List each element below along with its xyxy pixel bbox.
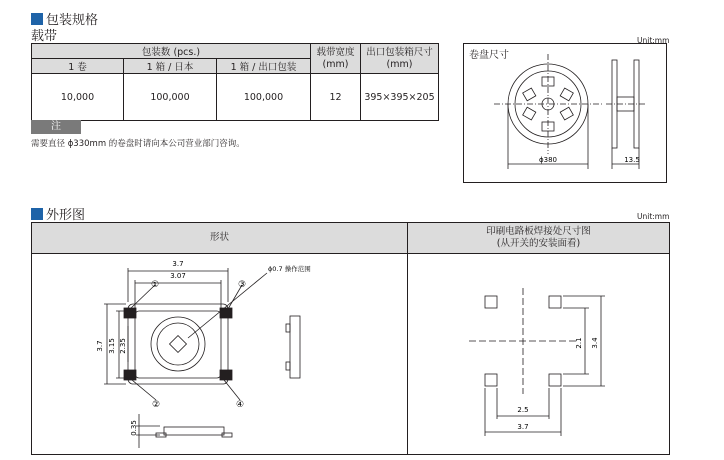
pad-bottom-left: [485, 374, 497, 386]
outline-box: [31, 222, 670, 455]
val-reel: 10,000: [32, 74, 124, 121]
dim-thickness: 0.35: [130, 420, 138, 436]
pcb-footprint-drawing: [409, 254, 669, 454]
outline-unit: Unit:mm: [637, 212, 670, 221]
val-tape-width: 12: [311, 74, 361, 121]
pin-3-label: ③: [237, 280, 247, 290]
switch-plunger-outer: [151, 317, 205, 371]
pcb-col-header: [408, 223, 669, 254]
pad-top-left: [485, 296, 497, 308]
section-marker-icon: [31, 13, 43, 25]
outline-heading: [31, 204, 85, 223]
pcb-dim-height-inner: 2.1: [575, 337, 583, 349]
switch-side-body: [290, 316, 300, 378]
note-tag: 注: [31, 120, 81, 134]
switch-terminal-2: [124, 370, 136, 380]
pin-1-label: ①: [150, 280, 160, 290]
qty-header: 包装数 (pcs.): [32, 44, 311, 59]
tape-subheading: 载带: [31, 29, 58, 44]
reel-window-ur: [560, 88, 573, 101]
actuator-range-label: ϕ0.7 操作范围: [268, 265, 311, 273]
reel-window-ul: [523, 88, 536, 101]
dim-height-mid: 2.35: [119, 338, 127, 354]
col-box-jp: 1 箱 / 日本: [124, 59, 217, 74]
dim-width-inner: 3.07: [170, 272, 186, 280]
pin-2-label: ②: [151, 400, 161, 410]
reel-width-label: 13.5: [624, 156, 640, 164]
reel-dimension-box: [463, 43, 667, 183]
switch-body-outer: [128, 304, 228, 384]
reel-window-lr: [560, 107, 573, 120]
reel-title: 卷盘尺寸: [469, 50, 509, 61]
col-box-export: 1 箱 / 出口包装: [217, 59, 311, 74]
box-size-header-l2: (mm): [386, 58, 413, 70]
switch-plunger-inner: [157, 323, 199, 365]
switch-terminal-1: [124, 308, 136, 318]
pcb-dim-width-inner: 2.5: [517, 406, 529, 414]
packaging-unit: Unit:mm: [637, 36, 670, 45]
val-box-export: 100,000: [217, 74, 311, 121]
switch-shape-drawing: [32, 254, 407, 454]
switch-side-lead-bottom: [286, 362, 290, 370]
val-box-jp: 100,000: [124, 74, 217, 121]
dim-width-outer: 3.7: [172, 260, 184, 268]
val-box-size: 395×395×205: [361, 74, 439, 121]
col-reel: 1 卷: [32, 59, 124, 74]
switch-terminal-3: [220, 308, 232, 318]
pcb-dim-height-outer: 3.4: [591, 337, 599, 349]
outline-divider: [407, 223, 408, 454]
shape-col-header: 形状: [32, 223, 407, 254]
switch-terminal-4: [220, 370, 232, 380]
packaging-heading-text: 包装规格: [46, 13, 99, 28]
switch-profile-body: [164, 427, 224, 435]
tape-width-header-l1: 载带宽度: [316, 46, 355, 58]
tape-width-header-l2: (mm): [322, 58, 349, 70]
pad-bottom-right: [549, 374, 561, 386]
pcb-header-l1: 印刷电路板焊接处尺寸图: [486, 226, 591, 237]
dim-height-inner: 3.15: [108, 338, 116, 354]
switch-actuator: [170, 336, 187, 353]
pcb-dim-width-outer: 3.7: [517, 423, 529, 431]
outline-heading-text: 外形图: [46, 208, 86, 223]
packaging-table: [31, 43, 439, 121]
reel-drawing: [464, 44, 666, 182]
switch-side-lead-top: [286, 324, 290, 332]
tape-width-header: [311, 44, 361, 74]
section-marker-icon: [31, 208, 43, 220]
note-text: 需要直径 ϕ330mm 的卷盘时请向本公司营业部门咨询。: [31, 139, 245, 149]
pad-top-right: [549, 296, 561, 308]
pcb-header-l2: (从开关的安装面看): [496, 238, 581, 249]
box-size-header: [361, 44, 439, 74]
reel-diameter-label: ϕ380: [539, 156, 557, 164]
dim-height-outer: 3.7: [96, 340, 104, 352]
reel-window-ll: [523, 107, 536, 120]
box-size-header-l1: 出口包装箱尺寸: [366, 46, 433, 58]
pin-4-label: ④: [235, 400, 245, 410]
